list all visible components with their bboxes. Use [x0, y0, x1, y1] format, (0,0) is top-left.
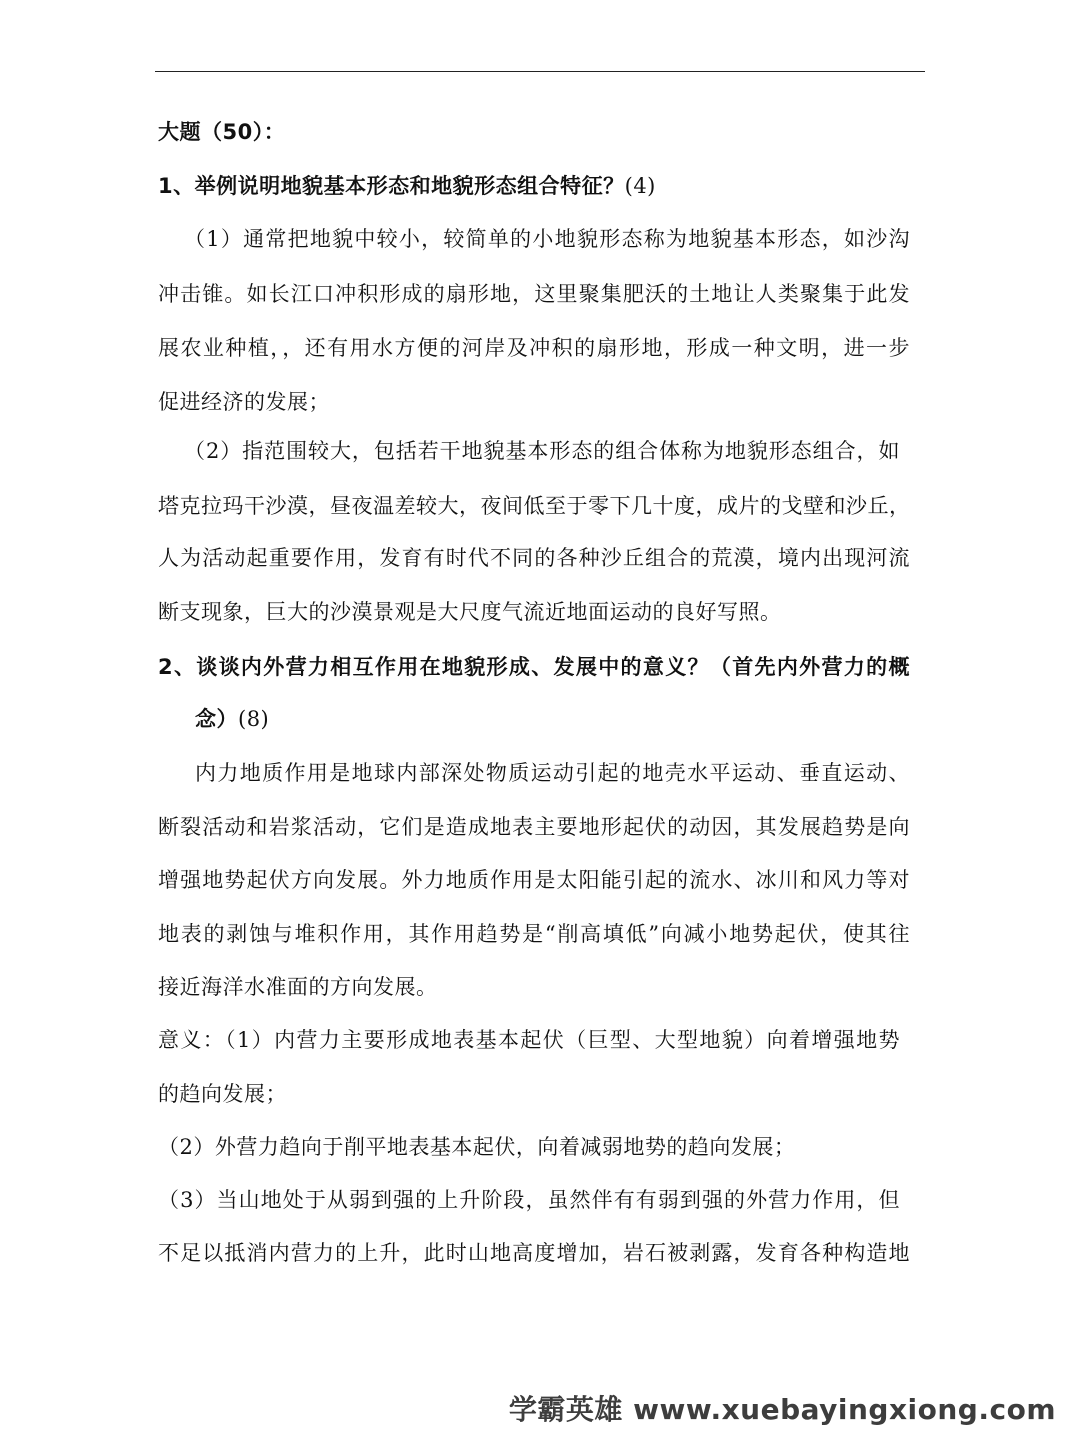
q1-paragraph-2-line-2: 塔克拉玛干沙漠，昼夜温差较大，夜间低至于零下几十度，成片的戈壁和沙丘， — [158, 494, 911, 518]
meaning-line-2: 的趋向发展； — [158, 1082, 287, 1106]
question-1-title — [158, 172, 656, 200]
q1-paragraph-1-line-2: 冲击锥。如长江口冲积形成的扇形地，这里聚集肥沃的土地让人类聚集于此发 — [158, 282, 910, 306]
question-2-title-line-1: 2、谈谈内外营力相互作用在地貌形成、发展中的意义？（首先内外营力的概 — [158, 655, 910, 679]
question-2-text-end: 念） — [195, 707, 238, 731]
q1-paragraph-2-line-1: （2）指范围较大，包括若干地貌基本形态的组合体称为地貌形态组合，如 — [184, 439, 900, 463]
q1-paragraph-2-line-3: 人为活动起重要作用，发育有时代不同的各种沙丘组合的荒漠，境内出现河流 — [158, 546, 910, 570]
question-1-text: 1、举例说明地貌基本形态和地貌形态组合特征？ — [158, 174, 625, 198]
q2-paragraph-1-line-1: 内力地质作用是地球内部深处物质运动引起的地壳水平运动、垂直运动、 — [195, 761, 910, 785]
q2-paragraph-1-line-5: 接近海洋水准面的方向发展。 — [158, 975, 438, 999]
question-2-points: (8) — [238, 707, 270, 731]
q2-paragraph-1-line-4: 地表的剥蚀与堆积作用，其作用趋势是“削高填低”向减小地势起伏，使其往 — [158, 922, 910, 946]
meaning-line-3: （2）外营力趋向于削平地表基本起伏，向着减弱地势的趋向发展； — [158, 1135, 796, 1159]
q2-paragraph-1-line-2: 断裂活动和岩浆活动，它们是造成地表主要地形起伏的动因，其发展趋势是向 — [158, 815, 910, 839]
section-heading: 大题（50）： — [158, 120, 286, 144]
question-2-title-line-2 — [195, 705, 269, 733]
header-rule — [155, 71, 925, 72]
meaning-line-4: （3）当山地处于从弱到强的上升阶段，虽然伴有有弱到强的外营力作用，但 — [158, 1188, 900, 1212]
q1-paragraph-1-line-3: 展农业种植，，还有用水方便的河岸及冲积的扇形地，形成一种文明，进一步 — [158, 336, 910, 360]
q1-paragraph-1-line-4: 促进经济的发展； — [158, 390, 330, 414]
meaning-line-1: 意义：（1）内营力主要形成地表基本起伏（巨型、大型地貌）向着增强地势 — [158, 1028, 900, 1052]
site-watermark: 学霸英雄 www.xuebayingxiong.com — [508, 1393, 1056, 1426]
q2-paragraph-1-line-3: 增强地势起伏方向发展。外力地质作用是太阳能引起的流水、冰川和风力等对 — [158, 868, 910, 892]
q1-paragraph-2-line-4: 断支现象，巨大的沙漠景观是大尺度气流近地面运动的良好写照。 — [158, 600, 782, 624]
q1-paragraph-1-line-1: （1）通常把地貌中较小，较简单的小地貌形态称为地貌基本形态，如沙沟 — [184, 227, 910, 251]
meaning-line-5: 不足以抵消内营力的上升，此时山地高度增加，岩石被剥露，发育各种构造地 — [158, 1241, 910, 1265]
question-1-points: (4) — [624, 174, 656, 198]
